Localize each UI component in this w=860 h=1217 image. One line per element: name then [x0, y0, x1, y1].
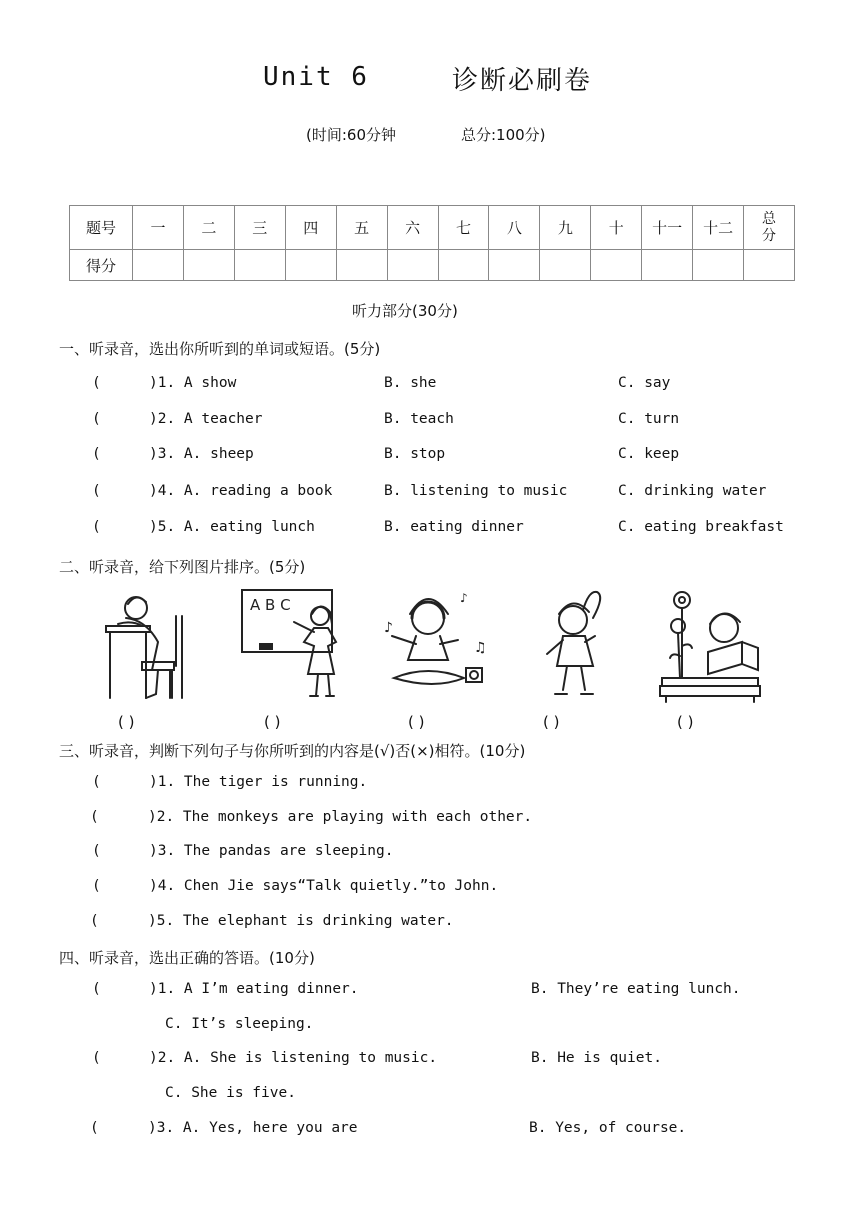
- score-cell[interactable]: [591, 250, 642, 281]
- score-cell[interactable]: [642, 250, 693, 281]
- exam-total-score: 总分:100分): [461, 126, 546, 144]
- unit-label: Unit 6: [263, 62, 369, 92]
- picture-order-blank[interactable]: ( ): [408, 713, 425, 731]
- svg-text:♫: ♫: [474, 640, 487, 656]
- svg-text:♪: ♪: [384, 620, 393, 636]
- picture-order-blank[interactable]: ( ): [677, 713, 694, 731]
- score-cell[interactable]: [133, 250, 184, 281]
- score-cell-total[interactable]: [744, 250, 795, 281]
- score-cell[interactable]: [336, 250, 387, 281]
- score-cell[interactable]: [489, 250, 540, 281]
- teacher-at-blackboard-icon: [238, 586, 356, 704]
- col-header: 五: [336, 206, 387, 250]
- col-header: 十二: [693, 206, 744, 250]
- section2-title: 二、听录音，给下列图片排序。(5分): [59, 558, 306, 576]
- page-title: 诊断必刷卷: [452, 66, 593, 96]
- score-cell[interactable]: [387, 250, 438, 281]
- svg-text:A B C: A B C: [250, 596, 291, 614]
- col-header: 二: [183, 206, 234, 250]
- col-header-total: 总 分: [744, 206, 795, 250]
- section1-title: 一、听录音，选出你所听到的单词或短语。(5分): [59, 340, 381, 358]
- score-cell[interactable]: [285, 250, 336, 281]
- col-header: 七: [438, 206, 489, 250]
- girl-sleeping-at-desk-icon: [98, 586, 216, 704]
- exam-time: (时间:60分钟: [306, 126, 396, 144]
- col-header: 十一: [642, 206, 693, 250]
- picture-order-blank[interactable]: ( ): [264, 713, 281, 731]
- section3-title: 三、听录音，判断下列句子与你所听到的内容是(√)否(×)相符。(10分): [59, 742, 526, 760]
- row-header-number: 题号: [70, 206, 133, 250]
- score-cell[interactable]: [438, 250, 489, 281]
- picture-order-blank[interactable]: ( ): [543, 713, 560, 731]
- picture-order-blank[interactable]: ( ): [118, 713, 135, 731]
- col-header: 六: [387, 206, 438, 250]
- girl-reading-book-icon: [658, 586, 776, 704]
- col-header: 九: [540, 206, 591, 250]
- col-header: 十: [591, 206, 642, 250]
- score-cell[interactable]: [234, 250, 285, 281]
- col-header: 一: [133, 206, 184, 250]
- row-header-score: 得分: [70, 250, 133, 281]
- girl-stretching-icon: [533, 586, 651, 704]
- score-cell[interactable]: [540, 250, 591, 281]
- score-cell[interactable]: [183, 250, 234, 281]
- score-table: [69, 205, 795, 281]
- col-header: 八: [489, 206, 540, 250]
- score-cell[interactable]: [693, 250, 744, 281]
- col-header: 三: [234, 206, 285, 250]
- col-header: 四: [285, 206, 336, 250]
- section4-title: 四、听录音，选出正确的答语。(10分): [59, 949, 315, 967]
- girl-listening-to-music-icon: [380, 586, 498, 704]
- svg-text:♪: ♪: [460, 591, 468, 605]
- listening-section-header: 听力部分(30分): [352, 302, 458, 320]
